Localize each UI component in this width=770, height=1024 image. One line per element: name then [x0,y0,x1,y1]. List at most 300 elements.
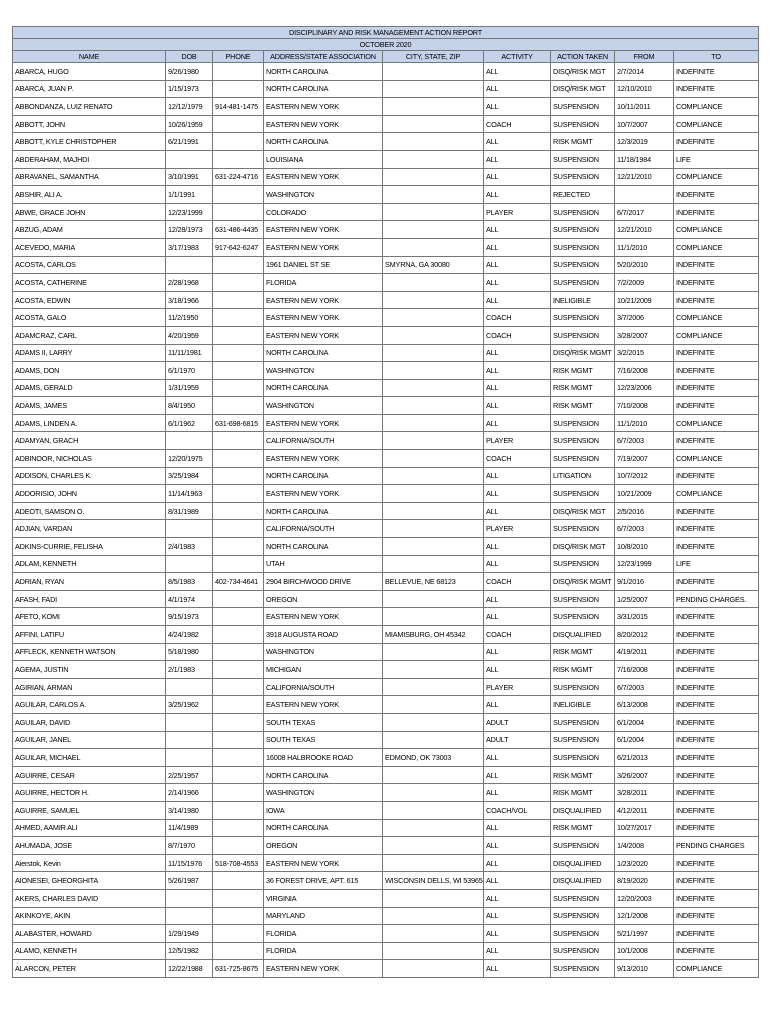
table-row [13,502,759,520]
cell-to: INDEFINITE [674,766,759,784]
cell-from: 1/4/2008 [615,837,674,855]
cell-city-state-zip: WISCONSIN DELLS, WI 53965 [383,872,484,890]
cell-activity: COACH/VOL [484,801,551,819]
cell-to: INDEFINITE [674,467,759,485]
cell-city-state-zip [383,133,484,151]
cell-name: ABARCA, JUAN P. [13,80,166,98]
cell-from [615,186,674,204]
cell-name: ADDORISIO, JOHN [13,485,166,503]
cell-action-taken: DISQ/RISK MGT [551,63,615,81]
cell-phone [213,344,264,362]
cell-city-state-zip [383,485,484,503]
table-row [13,608,759,626]
cell-activity: ADULT [484,731,551,749]
cell-address: WASHINGTON [264,397,383,415]
cell-action-taken: SUSPENSION [551,150,615,168]
cell-address: EASTERN NEW YORK [264,238,383,256]
cell-dob: 3/18/1966 [166,291,213,309]
table-row [13,626,759,644]
cell-dob: 8/5/1983 [166,573,213,591]
cell-dob [166,907,213,925]
cell-address: SOUTH TEXAS [264,731,383,749]
cell-phone: 631-698-6815 [213,414,264,432]
cell-activity: ALL [484,238,551,256]
cell-name: ABWE, GRACE JOHN [13,203,166,221]
cell-from: 7/19/2007 [615,450,674,468]
cell-phone [213,925,264,943]
cell-address: 36 FOREST DRIVE, APT. 615 [264,872,383,890]
cell-action-taken: DISQ/RISK MGT [551,502,615,520]
cell-city-state-zip [383,63,484,81]
cell-action-taken: INELIGIBLE [551,696,615,714]
cell-name: ACOSTA, GALO [13,309,166,327]
cell-from: 9/13/2010 [615,960,674,978]
cell-dob [166,713,213,731]
cell-phone: 914-481-1475 [213,98,264,116]
cell-name: AKINKOYE, AKIN [13,907,166,925]
cell-city-state-zip [383,889,484,907]
report-table [12,26,759,978]
cell-from: 7/16/2008 [615,362,674,380]
cell-action-taken: RISK MGMT [551,661,615,679]
cell-from: 10/21/2009 [615,485,674,503]
cell-to: PENDING CHARGES [674,837,759,855]
cell-name: ADJIAN, VARDAN [13,520,166,538]
cell-phone [213,309,264,327]
col-header-to: TO [674,51,759,63]
cell-action-taken: RISK MGMT [551,766,615,784]
cell-from: 7/16/2008 [615,661,674,679]
cell-name: ABZUG, ADAM [13,221,166,239]
cell-name: ALABASTER, HOWARD [13,925,166,943]
cell-to: INDEFINITE [674,502,759,520]
cell-activity: ALL [484,502,551,520]
cell-city-state-zip [383,397,484,415]
cell-to: INDEFINITE [674,661,759,679]
cell-phone [213,467,264,485]
cell-name: ABDERAHAM, MAJHDI [13,150,166,168]
cell-name: AFASH, FADI [13,590,166,608]
cell-dob: 2/1/1983 [166,661,213,679]
cell-phone [213,133,264,151]
cell-action-taken: SUSPENSION [551,889,615,907]
cell-dob: 11/4/1989 [166,819,213,837]
cell-dob: 1/31/1959 [166,379,213,397]
cell-address: UTAH [264,555,383,573]
cell-from: 2/7/2014 [615,63,674,81]
cell-city-state-zip [383,291,484,309]
cell-address: 2904 BIRCHWOOD DRIVE [264,573,383,591]
table-row [13,555,759,573]
cell-activity: COACH [484,450,551,468]
cell-name: AHMED, AAMIR ALI [13,819,166,837]
cell-address: CALIFORNIA/SOUTH [264,432,383,450]
cell-dob [166,432,213,450]
cell-from: 10/7/2012 [615,467,674,485]
table-row [13,203,759,221]
cell-activity: ALL [484,766,551,784]
table-row [13,467,759,485]
cell-from: 6/7/2003 [615,678,674,696]
cell-address: EASTERN NEW YORK [264,98,383,116]
cell-to: INDEFINITE [674,942,759,960]
cell-phone [213,502,264,520]
cell-to: INDEFINITE [674,925,759,943]
table-row [13,344,759,362]
table-row [13,801,759,819]
cell-action-taken: DISQ/RISK MGT [551,80,615,98]
cell-action-taken: SUSPENSION [551,98,615,116]
cell-name: ADAMCRAZ, CARL [13,326,166,344]
cell-from: 6/7/2017 [615,203,674,221]
cell-phone [213,379,264,397]
col-header-from: FROM [615,51,674,63]
cell-phone: 917-642-6247 [213,238,264,256]
cell-phone [213,397,264,415]
cell-city-state-zip [383,696,484,714]
cell-action-taken: SUSPENSION [551,749,615,767]
cell-name: ACOSTA, CARLOS [13,256,166,274]
cell-to: INDEFINITE [674,854,759,872]
cell-city-state-zip [383,168,484,186]
cell-action-taken: SUSPENSION [551,713,615,731]
cell-action-taken: RISK MGMT [551,784,615,802]
cell-city-state-zip [383,432,484,450]
cell-dob: 6/21/1991 [166,133,213,151]
cell-city-state-zip [383,925,484,943]
cell-from: 3/31/2015 [615,608,674,626]
cell-from: 2/5/2016 [615,502,674,520]
cell-to: INDEFINITE [674,344,759,362]
cell-activity: COACH [484,626,551,644]
cell-address: FLORIDA [264,942,383,960]
cell-city-state-zip: SMYRNA, GA 30080 [383,256,484,274]
cell-to: INDEFINITE [674,573,759,591]
table-row [13,854,759,872]
cell-action-taken: DISQ/RISK MGMT [551,573,615,591]
cell-address: OREGON [264,590,383,608]
cell-phone [213,696,264,714]
cell-dob: 3/17/1983 [166,238,213,256]
cell-city-state-zip [383,854,484,872]
cell-activity: ALL [484,256,551,274]
table-row [13,678,759,696]
cell-activity: ALL [484,555,551,573]
cell-address: EASTERN NEW YORK [264,309,383,327]
cell-to: INDEFINITE [674,784,759,802]
cell-city-state-zip [383,819,484,837]
cell-action-taken: RISK MGMT [551,643,615,661]
cell-from: 10/8/2010 [615,538,674,556]
cell-dob: 8/7/1970 [166,837,213,855]
report-body [13,63,759,978]
cell-activity: ALL [484,274,551,292]
table-row [13,837,759,855]
cell-dob [166,520,213,538]
col-header-city-state-zip: CITY, STATE, ZIP [383,51,484,63]
cell-activity: ALL [484,889,551,907]
cell-city-state-zip [383,467,484,485]
cell-to: INDEFINITE [674,362,759,380]
cell-dob [166,889,213,907]
cell-to: INDEFINITE [674,379,759,397]
cell-activity: ALL [484,907,551,925]
cell-action-taken: SUSPENSION [551,678,615,696]
cell-address: EASTERN NEW YORK [264,854,383,872]
cell-activity: ALL [484,168,551,186]
cell-activity: ALL [484,485,551,503]
cell-action-taken: SUSPENSION [551,221,615,239]
cell-name: ABSHIR, ALI A. [13,186,166,204]
cell-activity: ALL [484,872,551,890]
cell-dob [166,749,213,767]
cell-city-state-zip: BELLEVUE, NE 68123 [383,573,484,591]
cell-phone [213,889,264,907]
cell-phone: 402-734-4641 [213,573,264,591]
cell-dob: 12/5/1982 [166,942,213,960]
cell-dob: 5/18/1980 [166,643,213,661]
cell-phone: 631-725-8675 [213,960,264,978]
report-title: DISCIPLINARY AND RISK MANAGEMENT ACTION REPORT [13,27,759,39]
cell-from: 3/7/2006 [615,309,674,327]
cell-to: COMPLIANCE [674,238,759,256]
cell-action-taken: DISQ/RISK MGT [551,538,615,556]
cell-city-state-zip [383,960,484,978]
cell-city-state-zip [383,362,484,380]
cell-dob: 2/25/1957 [166,766,213,784]
cell-from: 1/25/2007 [615,590,674,608]
cell-from: 12/23/1999 [615,555,674,573]
cell-from: 1/23/2020 [615,854,674,872]
cell-name: AGUILAR, DAVID [13,713,166,731]
cell-action-taken: SUSPENSION [551,520,615,538]
cell-address: FLORIDA [264,925,383,943]
col-header-phone: PHONE [213,51,264,63]
cell-name: AFETO, KOMI [13,608,166,626]
cell-address: EASTERN NEW YORK [264,696,383,714]
cell-phone [213,520,264,538]
cell-phone [213,872,264,890]
cell-to: INDEFINITE [674,749,759,767]
cell-name: ABRAVANEL, SAMANTHA [13,168,166,186]
cell-dob: 4/1/1974 [166,590,213,608]
cell-from: 6/13/2008 [615,696,674,714]
table-row [13,450,759,468]
table-row [13,485,759,503]
cell-from: 5/20/2010 [615,256,674,274]
cell-to: INDEFINITE [674,626,759,644]
cell-to: COMPLIANCE [674,221,759,239]
cell-phone [213,291,264,309]
cell-address: NORTH CAROLINA [264,766,383,784]
table-row [13,520,759,538]
cell-dob [166,555,213,573]
cell-dob: 3/10/1991 [166,168,213,186]
cell-phone [213,80,264,98]
table-row [13,766,759,784]
cell-city-state-zip [383,766,484,784]
cell-address: NORTH CAROLINA [264,819,383,837]
cell-to: INDEFINITE [674,291,759,309]
cell-to: COMPLIANCE [674,98,759,116]
cell-dob: 2/28/1968 [166,274,213,292]
cell-activity: ALL [484,942,551,960]
cell-address: NORTH CAROLINA [264,80,383,98]
cell-activity: ALL [484,133,551,151]
col-header-address: ADDRESS/STATE ASSOCIATION [264,51,383,63]
cell-action-taken: DISQUALIFIED [551,854,615,872]
cell-city-state-zip [383,731,484,749]
cell-to: PENDING CHARGES. [674,590,759,608]
cell-activity: ALL [484,696,551,714]
table-row [13,819,759,837]
cell-name: Aierstok, Kevin [13,854,166,872]
cell-city-state-zip [383,150,484,168]
cell-name: ADEOTI, SAMSON O. [13,502,166,520]
cell-activity: ALL [484,414,551,432]
cell-name: ADDISON, CHARLES K. [13,467,166,485]
cell-action-taken: SUSPENSION [551,238,615,256]
cell-name: AGEMA, JUSTIN [13,661,166,679]
cell-dob: 4/24/1982 [166,626,213,644]
cell-address: EASTERN NEW YORK [264,221,383,239]
cell-action-taken: SUSPENSION [551,203,615,221]
cell-activity: ALL [484,837,551,855]
cell-phone [213,731,264,749]
cell-address: NORTH CAROLINA [264,538,383,556]
cell-phone: 518-708-4553 [213,854,264,872]
cell-phone [213,608,264,626]
cell-dob [166,678,213,696]
cell-city-state-zip [383,520,484,538]
cell-activity: PLAYER [484,520,551,538]
cell-from: 3/26/2007 [615,766,674,784]
cell-to: COMPLIANCE [674,414,759,432]
cell-from: 12/21/2010 [615,168,674,186]
cell-to: INDEFINITE [674,203,759,221]
cell-dob: 3/25/1962 [166,696,213,714]
cell-name: ADKINS-CURRIE, FELISHA [13,538,166,556]
cell-address: 3918 AUGUSTA ROAD [264,626,383,644]
table-row [13,256,759,274]
cell-to: COMPLIANCE [674,450,759,468]
table-row [13,115,759,133]
table-row [13,168,759,186]
cell-dob: 2/4/1983 [166,538,213,556]
cell-from: 12/23/2006 [615,379,674,397]
cell-address: EASTERN NEW YORK [264,326,383,344]
cell-phone [213,432,264,450]
cell-phone [213,274,264,292]
table-row [13,942,759,960]
cell-to: COMPLIANCE [674,115,759,133]
cell-dob: 1/29/1949 [166,925,213,943]
cell-to: INDEFINITE [674,520,759,538]
cell-from: 7/2/2009 [615,274,674,292]
table-row [13,133,759,151]
cell-address: VIRGINIA [264,889,383,907]
cell-phone [213,942,264,960]
cell-from: 11/1/2010 [615,238,674,256]
cell-activity: PLAYER [484,678,551,696]
cell-activity: ALL [484,960,551,978]
cell-activity: ALL [484,344,551,362]
cell-to: INDEFINITE [674,678,759,696]
table-row [13,98,759,116]
cell-name: ABBOTT, KYLE CHRISTOPHER [13,133,166,151]
cell-action-taken: LITIGATION [551,467,615,485]
cell-dob: 12/23/1999 [166,203,213,221]
cell-name: AHUMADA, JOSE [13,837,166,855]
cell-to: LIFE [674,555,759,573]
cell-address: EASTERN NEW YORK [264,115,383,133]
table-row [13,150,759,168]
table-row [13,274,759,292]
cell-phone [213,819,264,837]
cell-phone [213,555,264,573]
cell-action-taken: SUSPENSION [551,608,615,626]
cell-address: MARYLAND [264,907,383,925]
cell-address: NORTH CAROLINA [264,344,383,362]
cell-dob: 11/15/1976 [166,854,213,872]
cell-phone [213,643,264,661]
cell-address: EASTERN NEW YORK [264,960,383,978]
cell-city-state-zip [383,238,484,256]
table-row [13,872,759,890]
cell-from: 3/2/2015 [615,344,674,362]
cell-from: 7/10/2008 [615,397,674,415]
cell-action-taken: DISQUALIFIED [551,801,615,819]
cell-phone [213,450,264,468]
cell-dob: 11/14/1963 [166,485,213,503]
cell-from: 10/11/2011 [615,98,674,116]
cell-address: NORTH CAROLINA [264,63,383,81]
col-header-activity: ACTIVITY [484,51,551,63]
table-row [13,80,759,98]
cell-phone [213,326,264,344]
cell-from: 5/21/1997 [615,925,674,943]
cell-city-state-zip [383,221,484,239]
cell-city-state-zip [383,801,484,819]
cell-action-taken: RISK MGMT [551,819,615,837]
cell-to: INDEFINITE [674,186,759,204]
cell-action-taken: SUSPENSION [551,432,615,450]
cell-activity: ALL [484,538,551,556]
table-row [13,713,759,731]
cell-phone [213,538,264,556]
cell-address: 1961 DANIEL ST SE [264,256,383,274]
cell-address: COLORADO [264,203,383,221]
cell-activity: COACH [484,326,551,344]
table-row [13,63,759,81]
cell-action-taken: SUSPENSION [551,485,615,503]
cell-dob: 8/31/1989 [166,502,213,520]
cell-action-taken: DISQUALIFIED [551,626,615,644]
cell-dob: 11/2/1950 [166,309,213,327]
cell-name: ALARCON, PETER [13,960,166,978]
cell-activity: ALL [484,925,551,943]
table-row [13,309,759,327]
cell-from: 3/28/2011 [615,784,674,802]
cell-activity: ALL [484,854,551,872]
cell-action-taken: SUSPENSION [551,731,615,749]
cell-city-state-zip [383,98,484,116]
cell-city-state-zip [383,379,484,397]
cell-activity: ALL [484,150,551,168]
cell-action-taken: SUSPENSION [551,168,615,186]
cell-dob: 12/22/1988 [166,960,213,978]
cell-phone [213,678,264,696]
